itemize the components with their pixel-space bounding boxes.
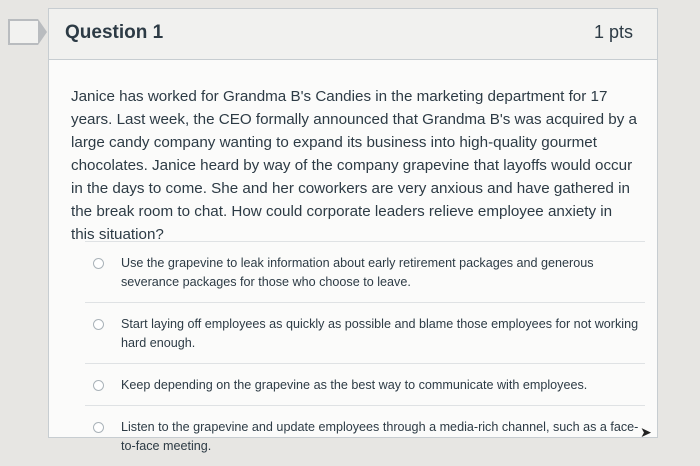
radio-button-4[interactable] bbox=[93, 422, 104, 433]
question-card bbox=[48, 8, 658, 453]
question-header bbox=[49, 9, 657, 60]
answer-option-4[interactable] bbox=[85, 405, 645, 466]
answer-option-2[interactable] bbox=[85, 302, 645, 363]
radio-button-1[interactable] bbox=[93, 258, 104, 269]
question-points: 1 pts bbox=[593, 22, 633, 42]
answer-label-2: Start laying off employees as quickly as possible and blame those employees for not working hard enough. bbox=[121, 317, 639, 350]
flag-question-icon[interactable] bbox=[8, 19, 38, 45]
answer-option-1[interactable] bbox=[85, 241, 645, 302]
question-title: Question 1 bbox=[65, 22, 164, 43]
answer-option-3[interactable] bbox=[85, 363, 645, 405]
question-text: Janice has worked for Grandma B's Candies in the marketing department for 17 years. Last week, the CEO formally announced that Grandma B's was acquired by a large candy company wanting to expand its business into high-quality gourmet chocolates. Janice heard by way of the company grapevine that layoffs would occur in the days to come. She and her coworkers are very anxious and have gathered in the break room to chat. How could corporate leaders relieve employee anxiety in this situation? bbox=[71, 88, 637, 243]
mouse-cursor-icon: ➤ bbox=[640, 424, 652, 440]
answer-label-3: Keep depending on the grapevine as the best way to communicate with employees. bbox=[121, 378, 588, 392]
answer-list bbox=[85, 241, 645, 466]
answer-label-4: Listen to the grapevine and update employees through a media-rich channel, such as a face-to-face meeting. bbox=[121, 420, 639, 453]
radio-button-3[interactable] bbox=[93, 380, 104, 391]
radio-button-2[interactable] bbox=[93, 319, 104, 330]
answer-label-1: Use the grapevine to leak information about early retirement packages and generous severance packages for those who choose to leave. bbox=[121, 256, 594, 289]
